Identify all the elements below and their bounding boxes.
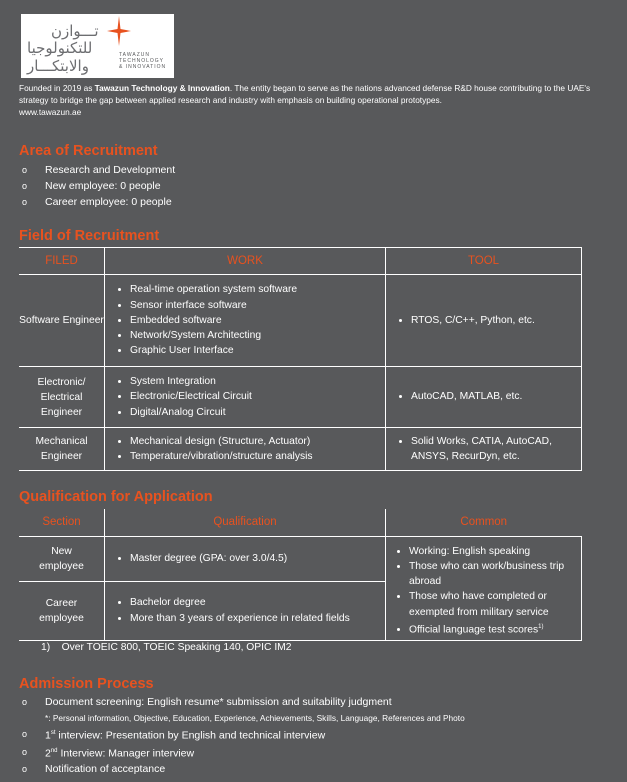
admission-list <box>22 695 465 778</box>
list-item-text: Career employee: 0 people <box>45 196 172 208</box>
bullet-marker: o <box>22 181 28 191</box>
logo-arabic-line2: للتكنولوجيا <box>27 39 93 57</box>
list-item <box>22 762 465 778</box>
qualification-cell <box>105 581 386 640</box>
col-header-tool: TOOL <box>386 248 582 275</box>
work-item: • Embedded software <box>130 313 385 328</box>
work-item: • Digital/Analog Circuit <box>130 405 385 420</box>
step-number: 1 <box>45 729 51 742</box>
common-item: • Those who can work/business trip abroad <box>409 559 581 590</box>
list-item-text: Notification of acceptance <box>45 763 166 775</box>
bullet-marker: o <box>22 729 28 740</box>
work-item: • Electronic/Electrical Circuit <box>130 389 385 404</box>
ordinal-suffix: nd <box>50 748 58 754</box>
table-row <box>19 367 582 428</box>
col-header-common: Common <box>386 509 582 536</box>
field-table <box>19 247 582 471</box>
tool-item: • AutoCAD, MATLAB, etc. <box>411 389 581 404</box>
field-heading: Field of Recruitment <box>19 228 160 244</box>
col-header-qualification: Qualification <box>105 509 386 536</box>
bullet-marker: o <box>22 764 28 774</box>
area-heading: Area of Recruitment <box>19 143 158 159</box>
field-name: Electronic/ Electrical Engineer <box>19 367 105 428</box>
footnote-text: Over TOEIC 800, TOEIC Speaking 140, OPIC IM2 <box>61 642 292 653</box>
footnote-ref: 1) <box>538 623 544 630</box>
table-row <box>19 275 582 367</box>
col-header-section: Section <box>19 509 105 536</box>
list-item <box>22 726 465 744</box>
step-text: interview: Presentation by English and technical interview <box>55 729 326 742</box>
list-item-text: Research and Development <box>45 164 176 176</box>
footnote-number: 1) <box>41 642 51 653</box>
qualification-table <box>19 509 582 641</box>
list-item <box>22 194 175 210</box>
logo-arabic-line1: تـــوازن <box>51 22 99 40</box>
common-item: • Working: English speaking <box>409 544 581 559</box>
bullet-marker: o <box>22 697 28 707</box>
work-item: • Sensor interface software <box>130 298 385 313</box>
section-name: Career employee <box>19 581 105 640</box>
step-number: 2 <box>45 747 51 760</box>
field-tool <box>386 367 582 428</box>
field-work <box>105 275 386 367</box>
qualification-item: • More than 3 years of experience in related fields <box>130 611 385 626</box>
logo-en-line3: & INNOVATION <box>119 64 167 70</box>
step-text: Interview: Manager interview <box>57 747 195 760</box>
logo-english <box>119 52 166 70</box>
intro-prefix: Founded in 2019 as <box>19 83 95 93</box>
work-item: • Graphic User Interface <box>130 343 385 358</box>
qualification-item: • Master degree (GPA: over 3.0/4.5) <box>130 551 385 566</box>
col-header-work: WORK <box>105 248 386 275</box>
field-tool <box>386 428 582 471</box>
list-item-text: New employee: 0 people <box>45 180 161 192</box>
work-item: • Network/System Architecting <box>130 328 385 343</box>
list-item <box>22 178 175 194</box>
list-item-text: Document screening: English resume* submission and suitability judgment <box>45 696 392 708</box>
field-name: Mechanical Engineer <box>19 428 105 471</box>
field-work <box>105 367 386 428</box>
common-item-text: Official language test scores <box>409 624 539 636</box>
common-item <box>409 620 581 638</box>
star-icon <box>107 16 131 46</box>
work-item: • Temperature/vibration/structure analysis <box>130 449 385 464</box>
footnote <box>41 642 292 653</box>
common-cell <box>386 536 582 640</box>
admission-heading: Admission Process <box>19 676 154 692</box>
qualification-heading: Qualification for Application <box>19 489 213 505</box>
company-logo <box>21 14 174 78</box>
list-item <box>22 162 175 178</box>
list-item <box>22 744 465 762</box>
field-work <box>105 428 386 471</box>
company-intro <box>19 82 609 118</box>
col-header-filed: FILED <box>19 248 105 275</box>
work-item: • Mechanical design (Structure, Actuator) <box>130 434 385 449</box>
field-name: Software Engineer <box>19 275 105 367</box>
field-tool <box>386 275 582 367</box>
logo-en-line1: TAWAZUN <box>119 52 150 58</box>
tool-item: • Solid Works, CATIA, AutoCAD, ANSYS, RecurDyn, etc. <box>411 434 581 465</box>
logo-arabic-line3: والابتكـــار <box>27 57 89 75</box>
list-item-note: *: Personal information, Objective, Education, Experience, Achievements, Skills, Language, References and Photo <box>45 712 465 723</box>
qualification-cell <box>105 536 386 581</box>
section-name: New employee <box>19 536 105 581</box>
logo-en-line2: TECHNOLOGY <box>119 58 165 64</box>
ordinal-suffix: st <box>50 730 56 736</box>
work-item: • System Integration <box>130 374 385 389</box>
company-url[interactable]: www.tawazun.ae <box>19 107 82 117</box>
list-item <box>22 711 465 727</box>
table-row <box>19 536 582 581</box>
bullet-marker: o <box>22 747 28 758</box>
list-item-text <box>45 726 325 744</box>
list-item <box>22 695 465 711</box>
bullet-marker: o <box>22 197 28 207</box>
intro-text: . The entity began to serve as the nations advanced defense R&D house contributing to the UAE's strategy to bridge the gap between applied research and industry with emphasis on building operational prototypes. <box>19 83 591 105</box>
list-item-text <box>45 744 194 762</box>
tool-item: • RTOS, C/C++, Python, etc. <box>411 313 581 328</box>
intro-company: Tawazun Technology & Innovation <box>94 83 230 93</box>
qualification-item: • Bachelor degree <box>130 595 385 610</box>
work-item: • Real-time operation system software <box>130 282 385 297</box>
common-item: • Those who have completed or exempted from military service <box>409 589 581 620</box>
bullet-marker: o <box>22 165 28 175</box>
table-row <box>19 428 582 471</box>
area-list <box>22 162 175 210</box>
